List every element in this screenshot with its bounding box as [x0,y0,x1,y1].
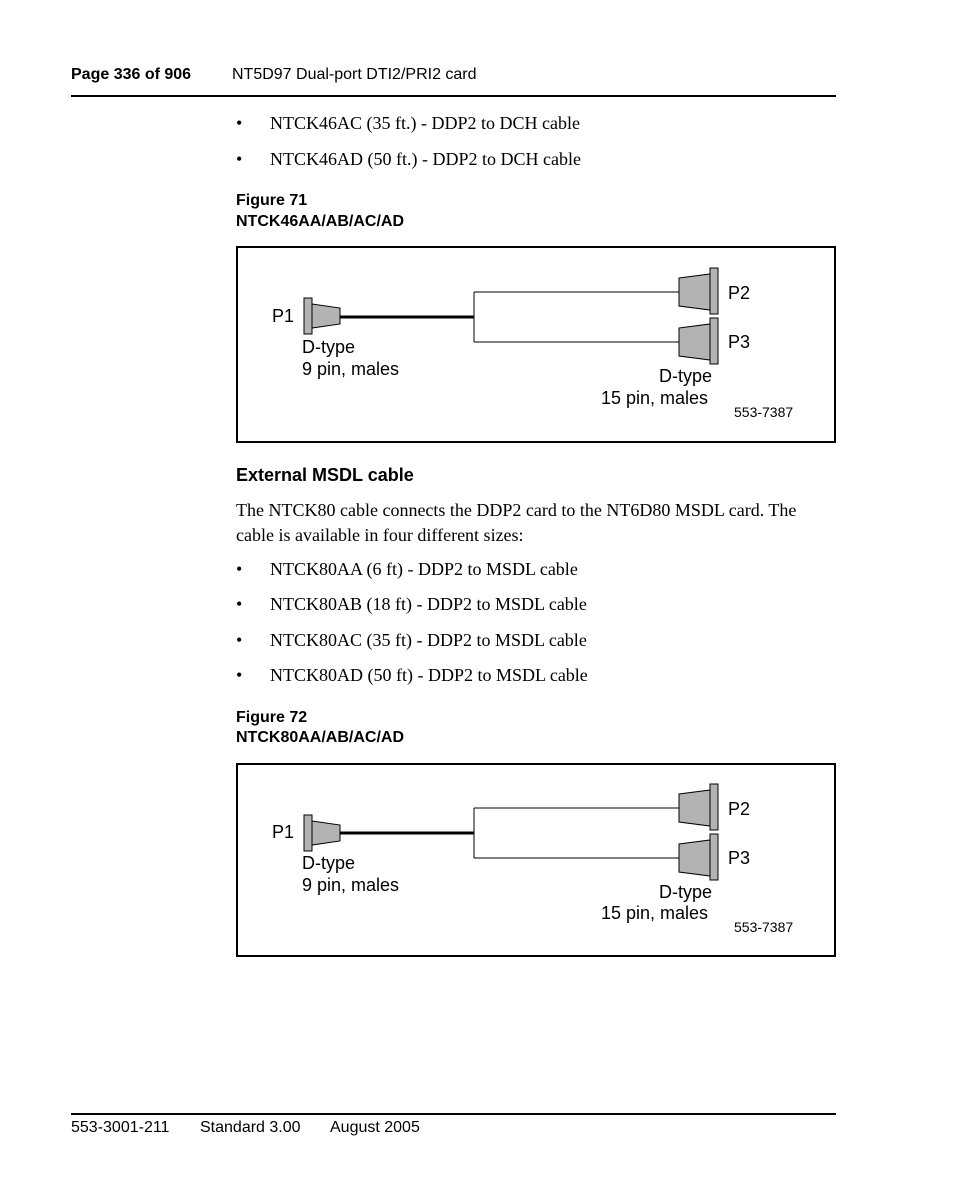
list-item-text: NTCK80AA (6 ft) - DDP2 to MSDL cable [270,559,578,579]
p1-connector [304,815,340,851]
section-heading: External MSDL cable [236,465,414,485]
p3-connector [679,318,718,364]
page-number: Page 336 of 906 [71,66,192,83]
list-item-text: NTCK80AC (35 ft) - DDP2 to MSDL cable [270,630,587,650]
p2-connector [679,784,718,830]
bullet-marker: • [236,559,243,579]
footer-doc-number: 553-3001-211 [71,1119,170,1136]
right-connector-type: D-type [659,882,713,902]
header-rule [71,95,836,97]
figure-72-diagram [236,763,836,957]
right-connector-pins: 15 pin, males [601,903,709,923]
p1-label: P1 [272,822,295,842]
list-item-text: NTCK80AD (50 ft) - DDP2 to MSDL cable [270,665,588,685]
footer-rule [71,1113,836,1115]
bullet-marker: • [236,113,243,133]
p3-label: P3 [728,848,751,868]
p2-connector [679,268,718,314]
bullet-marker: • [236,665,243,685]
list-item-text: NTCK80AB (18 ft) - DDP2 to MSDL cable [270,594,587,614]
list-item-text: NTCK46AC (35 ft.) - DDP2 to DCH cable [270,113,580,133]
p2-label: P2 [728,799,751,819]
p1-label: P1 [272,306,295,326]
right-connector-pins: 15 pin, males [601,388,709,408]
bullet-marker: • [236,630,243,650]
bullet-marker: • [236,149,243,169]
figure-reference: 553-7387 [734,919,794,935]
right-connector-type: D-type [659,366,713,386]
p3-label: P3 [728,332,751,352]
footer-date: August 2005 [330,1119,420,1136]
p1-connector [304,298,340,334]
left-connector-type: D-type [302,337,356,357]
list-item-text: NTCK46AD (50 ft.) - DDP2 to DCH cable [270,149,581,169]
figure-number: Figure 71 [236,192,308,209]
p2-label: P2 [728,283,751,303]
left-connector-pins: 9 pin, males [302,359,400,379]
document-title: NT5D97 Dual-port DTI2/PRI2 card [232,66,477,83]
bullet-marker: • [236,594,243,614]
left-connector-pins: 9 pin, males [302,875,400,895]
footer-standard: Standard 3.00 [200,1119,301,1136]
figure-caption: NTCK46AA/AB/AC/AD [236,213,405,230]
left-connector-type: D-type [302,853,356,873]
figure-caption: NTCK80AA/AB/AC/AD [236,729,405,746]
figure-71-diagram [236,246,836,443]
figure-reference: 553-7387 [734,404,794,420]
figure-number: Figure 72 [236,709,308,726]
section-paragraph: The NTCK80 cable connects the DDP2 card to the NT6D80 MSDL card. The cable is available in four different sizes: [236,500,797,545]
p3-connector [679,834,718,880]
